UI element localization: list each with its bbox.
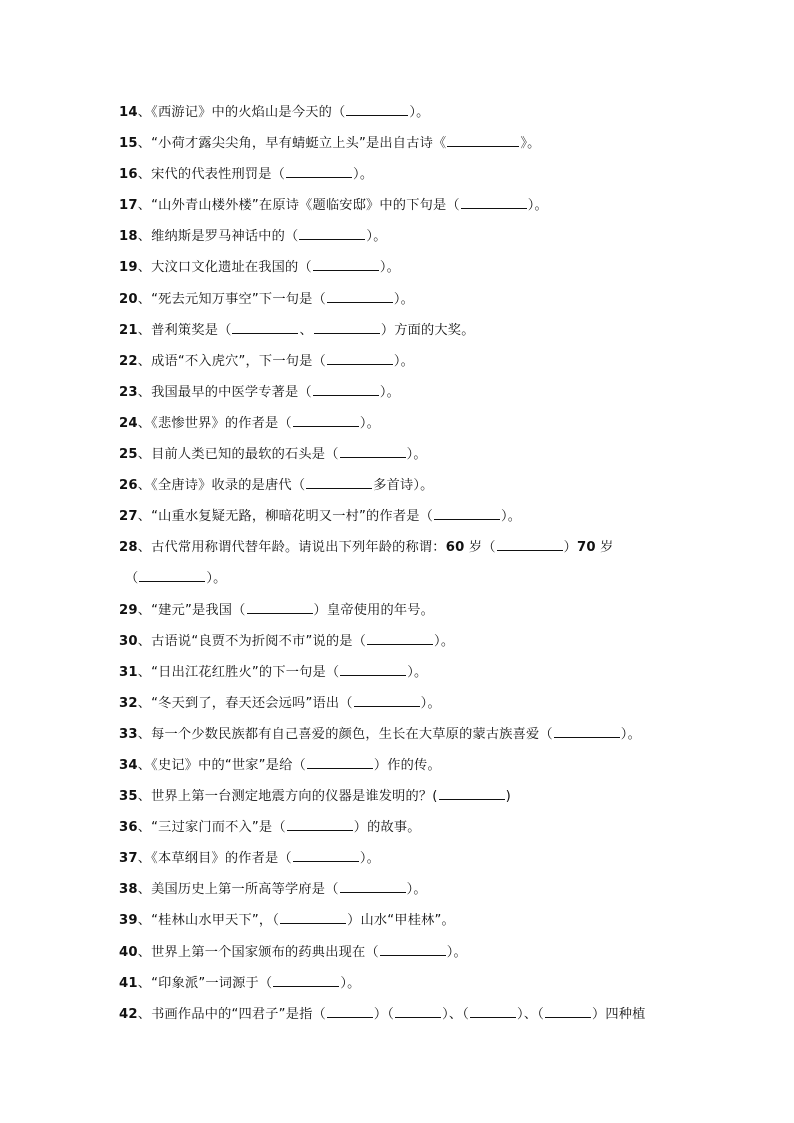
answer-blank[interactable] xyxy=(346,103,408,116)
question-number: 15 xyxy=(119,136,138,152)
question-item xyxy=(0,346,794,377)
question-item xyxy=(0,905,794,936)
question-item xyxy=(0,315,794,346)
answer-blank[interactable] xyxy=(470,1005,516,1018)
answer-blank[interactable] xyxy=(306,476,372,489)
question-text: 、《全唐诗》收录的是唐代（ xyxy=(137,478,306,494)
question-text: ）（ xyxy=(373,1006,395,1022)
question-text: 、成语“不入虎穴”，下一句是（ xyxy=(137,353,326,369)
question-number: 24 xyxy=(119,415,138,431)
question-item xyxy=(0,532,794,563)
question-text: ）作的传。 xyxy=(373,757,441,773)
answer-blank[interactable] xyxy=(327,352,393,365)
question-text: ）方面的大奖。 xyxy=(380,322,475,338)
question-text: 、《悲惨世界》的作者是（ xyxy=(137,415,292,431)
question-number: 16 xyxy=(119,167,138,183)
question-text: ）。 xyxy=(407,664,428,680)
question-item xyxy=(0,626,794,657)
question-text: 》。 xyxy=(520,136,541,152)
question-text: ）。 xyxy=(379,260,400,276)
question-item xyxy=(0,252,794,283)
answer-blank[interactable] xyxy=(314,321,380,334)
question-text: ） xyxy=(563,540,578,556)
answer-blank[interactable] xyxy=(307,756,373,769)
question-number: 18 xyxy=(119,229,138,245)
question-text: 、“死去元知万事空”下一句是（ xyxy=(137,291,326,307)
question-text: ）。 xyxy=(406,447,427,463)
question-number: 28 xyxy=(119,540,138,556)
question-number: 32 xyxy=(119,695,138,711)
question-text: （ xyxy=(125,571,139,587)
question-item xyxy=(0,968,794,999)
question-item xyxy=(0,190,794,221)
question-text: 、我国最早的中医学专著是（ xyxy=(137,384,312,400)
question-item xyxy=(0,221,794,252)
question-text: ）。 xyxy=(379,384,400,400)
question-text: 、美国历史上第一所高等学府是（ xyxy=(137,882,339,898)
question-text: ）。 xyxy=(434,633,455,649)
answer-blank[interactable] xyxy=(554,725,620,738)
question-item xyxy=(0,937,794,968)
question-text: 、“小荷才露尖尖角，早有蜻蜓立上头”是出自古诗《 xyxy=(137,136,447,152)
question-text: 、《史记》中的“世家”是给（ xyxy=(137,757,306,773)
question-item xyxy=(0,408,794,439)
answer-blank[interactable] xyxy=(461,196,527,209)
question-item xyxy=(0,874,794,905)
question-item xyxy=(0,750,794,781)
question-text: 、目前人类已知的最软的石头是（ xyxy=(137,447,339,463)
answer-blank[interactable] xyxy=(293,849,359,862)
question-item xyxy=(0,97,794,128)
answer-blank[interactable] xyxy=(286,165,352,178)
question-number: 35 xyxy=(119,789,138,805)
question-number: 23 xyxy=(119,384,138,400)
question-number: 40 xyxy=(119,944,138,960)
question-number: 22 xyxy=(119,353,138,369)
question-number: 19 xyxy=(119,260,138,276)
question-text: 、普利策奖是（ xyxy=(137,322,232,338)
question-number: 41 xyxy=(119,975,138,991)
answer-blank[interactable] xyxy=(299,227,365,240)
question-text: 、大汶口文化遗址在我国的（ xyxy=(137,260,312,276)
question-text: 、世界上第一台测定地震方向的仪器是谁发明的？( xyxy=(137,789,438,805)
answer-blank[interactable] xyxy=(327,1005,373,1018)
question-item xyxy=(0,688,794,719)
question-item xyxy=(0,999,794,1030)
question-item xyxy=(0,439,794,470)
answer-blank[interactable] xyxy=(434,507,500,520)
question-text: ）山水“甲桂林”。 xyxy=(347,913,455,929)
question-text: 、“山重水复疑无路，柳暗花明又一村”的作者是（ xyxy=(137,509,433,525)
question-text: ）。 xyxy=(500,509,522,525)
question-text: ）。 xyxy=(446,944,467,960)
question-text: ）。 xyxy=(620,726,641,742)
question-item xyxy=(0,377,794,408)
answer-blank[interactable] xyxy=(340,445,406,458)
question-text: ）。 xyxy=(409,105,430,120)
question-text: ）。 xyxy=(366,229,387,245)
answer-blank[interactable] xyxy=(354,694,420,707)
answer-blank[interactable] xyxy=(247,601,313,614)
question-number: 30 xyxy=(119,633,138,649)
question-number: 26 xyxy=(119,478,138,494)
answer-blank[interactable] xyxy=(139,569,205,582)
question-text: 、“日出江花红胜火”的下一句是（ xyxy=(137,664,340,680)
question-text: 、《西游记》中的火焰山是今天的（ xyxy=(137,105,346,120)
question-text: 、“冬天到了，春天还会远吗”语出（ xyxy=(137,695,353,711)
question-number: 37 xyxy=(119,851,138,867)
question-text: 、古代常用称谓代替年龄。请说出下列年龄的称谓： xyxy=(137,540,446,556)
question-text: ）、（ xyxy=(442,1006,470,1022)
question-item xyxy=(0,719,794,750)
question-number: 70 xyxy=(577,540,596,556)
question-item xyxy=(0,128,794,159)
question-number: 42 xyxy=(119,1006,138,1022)
question-text: ）。 xyxy=(340,975,361,991)
answer-blank[interactable] xyxy=(327,290,393,303)
question-text: ）。 xyxy=(393,353,415,369)
question-text: ）皇帝使用的年号。 xyxy=(313,602,435,618)
question-text: 、每一个少数民族都有自己喜爱的颜色，生长在大草原的蒙古族喜爱（ xyxy=(137,726,553,742)
question-text: 多首诗）。 xyxy=(373,478,434,494)
question-number: 14 xyxy=(119,105,138,120)
question-number: 17 xyxy=(119,198,138,214)
answer-blank[interactable] xyxy=(273,974,339,987)
question-item xyxy=(0,781,794,812)
question-item xyxy=(0,470,794,501)
question-number: 36 xyxy=(119,820,138,836)
question-text: ）的故事。 xyxy=(353,820,421,836)
answer-blank[interactable] xyxy=(367,632,433,645)
question-text: 、维纳斯是罗马神话中的（ xyxy=(137,229,299,245)
question-item xyxy=(0,843,794,874)
question-text: ）。 xyxy=(359,415,381,431)
question-text: ）。 xyxy=(353,167,374,183)
question-text: 、“山外青山楼外楼”在原诗《题临安邸》中的下句是（ xyxy=(137,198,460,214)
question-number: 39 xyxy=(119,913,138,929)
question-text: 、古语说“良贾不为折阅不市”说的是（ xyxy=(137,633,367,649)
question-item xyxy=(0,501,794,532)
question-text: ）。 xyxy=(406,882,427,898)
answer-blank[interactable] xyxy=(232,321,298,334)
question-item xyxy=(0,595,794,626)
question-text: 、世界上第一个国家颁布的药典出现在（ xyxy=(137,944,379,960)
answer-blank[interactable] xyxy=(380,943,446,956)
question-text: ）。 xyxy=(393,291,415,307)
question-text: ) xyxy=(505,789,511,805)
question-number: 60 xyxy=(445,540,465,556)
question-number: 21 xyxy=(119,322,138,338)
question-number: 27 xyxy=(119,509,138,525)
question-list xyxy=(0,97,794,1030)
question-text: 、“桂林山水甲天下”，（ xyxy=(137,913,280,929)
question-text: 、《本草纲目》的作者是（ xyxy=(137,851,292,867)
question-text: 岁 xyxy=(595,540,614,556)
answer-blank[interactable] xyxy=(439,787,505,800)
question-text: 、“三过家门而不入”是（ xyxy=(137,820,286,836)
question-number: 25 xyxy=(119,447,138,463)
question-item xyxy=(0,284,794,315)
question-text: 岁（ xyxy=(464,540,496,556)
answer-blank[interactable] xyxy=(340,880,406,893)
answer-blank[interactable] xyxy=(280,911,346,924)
question-number: 34 xyxy=(119,757,138,773)
question-text: 、宋代的代表性刑罚是（ xyxy=(137,167,286,183)
question-text: 、书画作品中的“四君子”是指（ xyxy=(137,1006,326,1022)
question-text: 、“建元”是我国（ xyxy=(137,602,246,618)
question-number: 29 xyxy=(119,602,138,618)
question-number: 38 xyxy=(119,882,138,898)
question-item xyxy=(0,812,794,843)
answer-blank[interactable] xyxy=(447,134,519,147)
answer-blank[interactable] xyxy=(293,414,359,427)
question-text: ）。 xyxy=(359,851,381,867)
answer-blank[interactable] xyxy=(287,818,353,831)
question-item xyxy=(0,657,794,688)
question-text: 、“印象派”一词源于（ xyxy=(137,975,273,991)
question-text: ）。 xyxy=(527,198,548,214)
question-number: 31 xyxy=(119,664,138,680)
question-number: 33 xyxy=(119,726,138,742)
question-number: 20 xyxy=(119,291,138,307)
question-text: ）、（ xyxy=(517,1006,544,1022)
answer-blank[interactable] xyxy=(313,383,379,396)
question-continuation xyxy=(0,563,794,594)
question-text: ）。 xyxy=(420,695,441,711)
question-text: 、 xyxy=(299,322,313,338)
answer-blank[interactable] xyxy=(395,1005,441,1018)
question-text: ）四种植 xyxy=(592,1006,646,1022)
answer-blank[interactable] xyxy=(545,1005,591,1018)
question-item xyxy=(0,159,794,190)
answer-blank[interactable] xyxy=(313,258,379,271)
answer-blank[interactable] xyxy=(497,538,563,551)
answer-blank[interactable] xyxy=(340,663,406,676)
question-text: ）。 xyxy=(206,571,227,587)
